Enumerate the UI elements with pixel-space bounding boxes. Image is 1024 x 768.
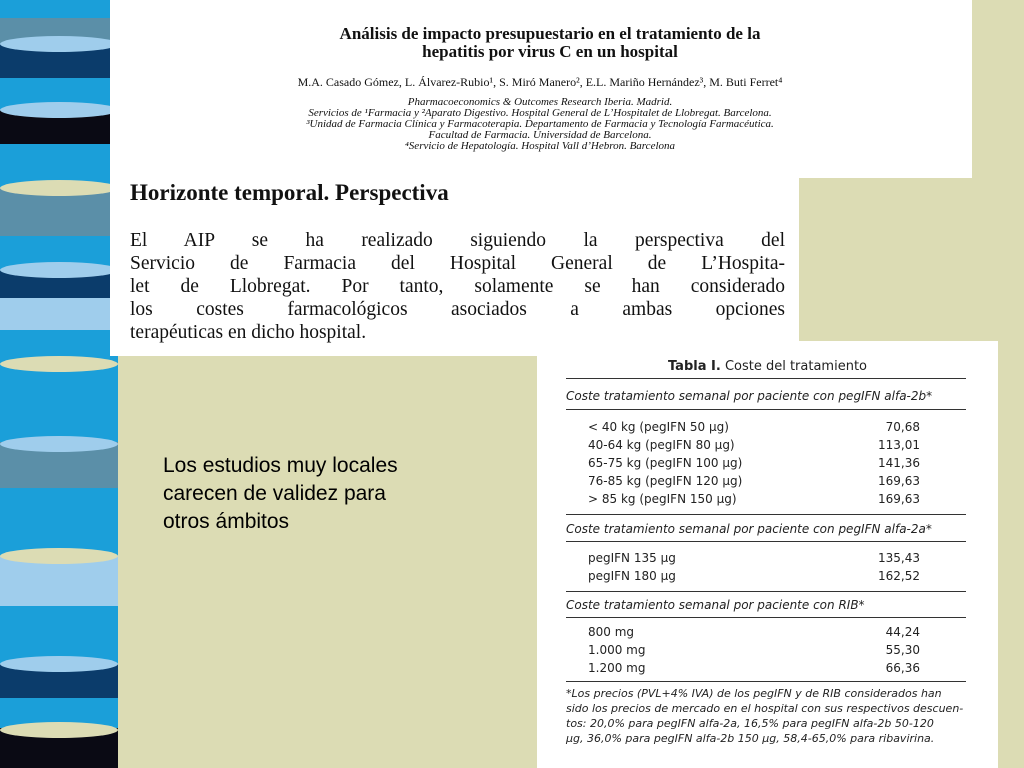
- row-label: < 40 kg (pegIFN 50 μg): [588, 420, 729, 434]
- cost-table: [537, 341, 998, 768]
- table-rule: [566, 514, 966, 515]
- table-rule: [566, 617, 966, 618]
- table-rule: [566, 378, 966, 379]
- row-label: pegIFN 180 μg: [588, 569, 676, 583]
- body-line: los costes farmacológicos asociados a ambas opciones: [130, 299, 785, 320]
- table-caption-text: Coste del tratamiento: [724, 359, 867, 374]
- slide-note: [163, 452, 483, 536]
- body-line: let de Llobregat. Por tanto, solamente se han considerado: [130, 276, 785, 297]
- row-value: 162,52: [878, 569, 920, 583]
- row-label: pegIFN 135 μg: [588, 551, 676, 565]
- table-rule: [566, 591, 966, 592]
- table-section-title: Coste tratamiento semanal por paciente con pegIFN alfa-2a*: [566, 522, 932, 536]
- row-value: 113,01: [878, 438, 920, 452]
- row-value: 55,30: [885, 643, 920, 657]
- row-value: 135,43: [878, 551, 920, 565]
- table-row: [588, 551, 920, 569]
- row-value: 169,63: [878, 492, 920, 506]
- table-rule: [566, 541, 966, 542]
- table-row: [588, 625, 920, 643]
- row-label: > 85 kg (pegIFN 150 μg): [588, 492, 737, 506]
- paper-header: [110, 0, 972, 178]
- affiliation-line: Facultad de Farmacia. Universidad de Barcelona.: [428, 129, 652, 141]
- row-value: 70,68: [885, 420, 920, 434]
- table-caption: [537, 359, 998, 374]
- table-row: [588, 456, 920, 474]
- table-row: [588, 492, 920, 510]
- paper-title-line: hepatitis por virus C en un hospital: [422, 42, 678, 61]
- table-caption-label: Tabla I.: [667, 359, 721, 374]
- footnote-line: *Los precios (PVL+4% IVA) de los pegIFN y de RIB considerados han: [566, 687, 942, 700]
- row-value: 66,36: [885, 661, 920, 675]
- table-row: [588, 420, 920, 438]
- decorative-stripes: [0, 0, 118, 768]
- section-heading: Horizonte temporal. Perspectiva: [130, 180, 449, 205]
- body-line: terapéuticas en dicho hospital.: [130, 322, 367, 343]
- table-section-title: Coste tratamiento semanal por paciente con pegIFN alfa-2b*: [566, 389, 933, 403]
- table-section-title: Coste tratamiento semanal por paciente con RIB*: [566, 598, 865, 612]
- section-body: [130, 229, 785, 344]
- table-row: [588, 438, 920, 456]
- row-value: 44,24: [885, 625, 920, 639]
- table-row: [588, 569, 920, 587]
- body-line: El AIP se ha realizado siguiendo la perspectiva del: [130, 230, 785, 251]
- row-label: 40-64 kg (pegIFN 80 μg): [588, 438, 735, 452]
- row-label: 1.000 mg: [588, 643, 646, 657]
- table-row: [588, 661, 920, 679]
- note-line: carecen de validez para: [163, 482, 386, 505]
- row-value: 141,36: [878, 456, 920, 470]
- section-excerpt: [110, 178, 799, 356]
- footnote-line: μg, 36,0% para pegIFN alfa-2b 150 μg, 58,4-65,0% para ribavirina.: [566, 732, 935, 745]
- footnote-line: tos: 20,0% para pegIFN alfa-2a, 16,5% para pegIFN alfa-2b 50-120: [566, 717, 934, 730]
- affiliation-line: ³Unidad de Farmacia Clínica y Farmacoterapia. Departamento de Farmacia y Tecnología Farmacéutica.: [306, 118, 774, 130]
- table-row: [588, 474, 920, 492]
- affiliation-line: Servicios de ¹Farmacia y ²Aparato Digestivo. Hospital General de L’Hospitalet de Llobregat. Barcelona.: [308, 107, 772, 119]
- paper-title-line: Análisis de impacto presupuestario en el tratamiento de la: [339, 24, 761, 43]
- table-rule: [566, 409, 966, 410]
- row-label: 65-75 kg (pegIFN 100 μg): [588, 456, 743, 470]
- affiliation-line: Pharmacoeconomics & Outcomes Research Iberia. Madrid.: [407, 96, 673, 108]
- row-label: 1.200 mg: [588, 661, 646, 675]
- paper-title: [200, 25, 900, 61]
- note-line: Los estudios muy locales: [163, 454, 398, 477]
- row-label: 800 mg: [588, 625, 635, 639]
- body-line: Servicio de Farmacia del Hospital General de L’Hospita-: [130, 253, 785, 274]
- note-line: otros ámbitos: [163, 510, 290, 533]
- affiliation-line: ⁴Servicio de Hepatología. Hospital Vall d’Hebron. Barcelona: [404, 140, 676, 152]
- paper-affiliations: [110, 97, 970, 152]
- row-label: 76-85 kg (pegIFN 120 μg): [588, 474, 743, 488]
- table-footnote: [566, 686, 971, 746]
- paper-authors: M.A. Casado Gómez, L. Álvarez-Rubio¹, S. Miró Manero², E.L. Mariño Hernández³, M. Buti Ferret⁴: [297, 75, 783, 89]
- table-rule: [566, 681, 966, 682]
- footnote-line: sido los precios de mercado en el hospital con sus respectivos descuen-: [566, 702, 964, 715]
- row-value: 169,63: [878, 474, 920, 488]
- table-row: [588, 643, 920, 661]
